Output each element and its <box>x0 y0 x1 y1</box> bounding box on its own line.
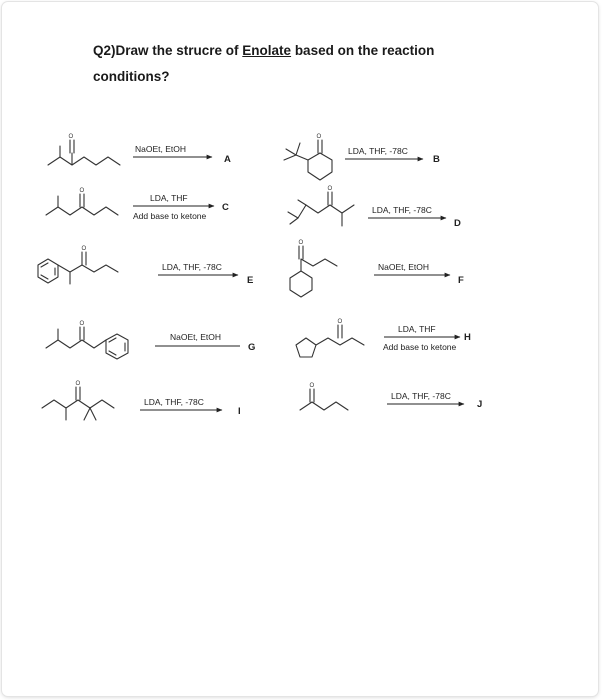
product-label-h: H <box>464 332 471 343</box>
conditions-h-top: LDA, THF <box>398 324 436 334</box>
molecule-e <box>38 246 118 284</box>
conditions-h-bottom: Add base to ketone <box>383 342 457 352</box>
oxygen-label: O <box>337 319 343 325</box>
oxygen-label: O <box>81 246 87 252</box>
conditions-d: LDA, THF, -78C <box>372 205 432 215</box>
oxygen-label: O <box>327 186 333 192</box>
molecule-a <box>48 134 120 165</box>
product-label-a: A <box>224 154 231 165</box>
product-label-j: J <box>477 399 483 410</box>
question-prefix: Q2)Draw the strucre of <box>93 43 243 58</box>
conditions-f: NaOEt, EtOH <box>378 262 430 272</box>
molecule-f <box>290 240 337 297</box>
product-label-b: B <box>433 154 440 165</box>
conditions-c-bottom: Add base to ketone <box>133 211 207 221</box>
conditions-g: NaOEt, EtOH <box>170 332 222 342</box>
conditions-e: LDA, THF, -78C <box>162 262 222 272</box>
product-label-c: C <box>222 202 229 213</box>
conditions-b: LDA, THF, -78C <box>348 146 408 156</box>
conditions-a: NaOEt, EtOH <box>135 144 187 154</box>
oxygen-label: O <box>75 381 81 387</box>
oxygen-label: O <box>79 188 85 194</box>
conditions-c-top: LDA, THF <box>150 193 188 203</box>
product-label-f: F <box>458 275 464 286</box>
molecule-j <box>300 383 348 410</box>
product-label-i: I <box>238 406 241 417</box>
product-label-g: G <box>248 342 256 353</box>
product-label-e: E <box>247 275 254 286</box>
oxygen-label: O <box>316 134 322 140</box>
molecule-i <box>42 381 114 420</box>
oxygen-label: O <box>298 240 304 246</box>
molecule-d <box>288 186 354 226</box>
conditions-i: LDA, THF, -78C <box>144 397 204 407</box>
molecule-h <box>296 319 364 357</box>
molecule-c <box>46 188 118 215</box>
conditions-j: LDA, THF, -78C <box>391 391 451 401</box>
molecule-b <box>284 134 332 180</box>
question-suffix: based on the reaction conditions? <box>93 43 435 84</box>
oxygen-label: O <box>79 321 85 327</box>
product-label-d: D <box>454 218 461 229</box>
molecule-g <box>46 321 128 359</box>
oxygen-label: O <box>309 383 315 389</box>
question-keyword: Enolate <box>242 43 292 58</box>
oxygen-label: O <box>68 134 74 140</box>
